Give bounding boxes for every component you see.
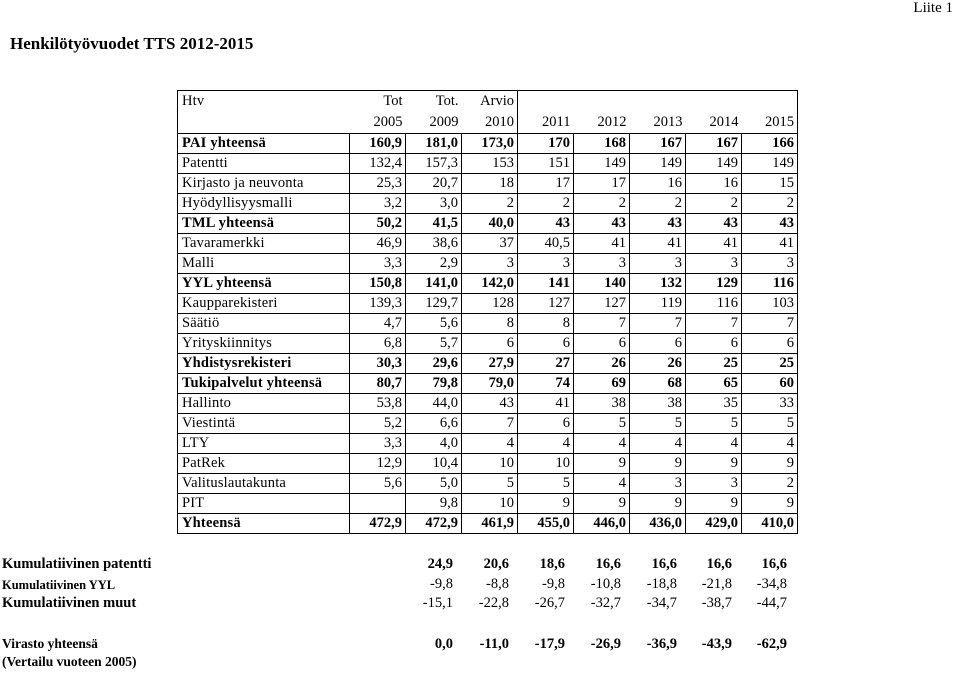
table-row bbox=[178, 214, 798, 234]
value-cell: 3 bbox=[630, 474, 686, 494]
header-cell: 2015 bbox=[742, 111, 798, 134]
table-row bbox=[178, 494, 798, 514]
row-label: PAI yhteensä bbox=[178, 134, 350, 154]
value-cell: 4 bbox=[630, 434, 686, 454]
value-cell: 43 bbox=[518, 214, 574, 234]
value-cell: 8 bbox=[462, 314, 518, 334]
table-row bbox=[178, 434, 798, 454]
header-cell bbox=[686, 91, 742, 112]
kum-patentti-value: 20,6 bbox=[483, 556, 509, 572]
value-cell: 43 bbox=[686, 214, 742, 234]
table-row bbox=[178, 334, 798, 354]
value-cell: 2 bbox=[462, 194, 518, 214]
value-cell: 455,0 bbox=[518, 514, 574, 534]
value-cell: 3 bbox=[574, 254, 630, 274]
value-cell: 166 bbox=[742, 134, 798, 154]
value-cell: 149 bbox=[742, 154, 798, 174]
value-cell: 41 bbox=[574, 234, 630, 254]
virasto-value: -17,9 bbox=[534, 636, 565, 652]
value-cell: 60 bbox=[742, 374, 798, 394]
value-cell: 29,6 bbox=[406, 354, 462, 374]
row-label: PatRek bbox=[178, 454, 350, 474]
value-cell: 7 bbox=[574, 314, 630, 334]
header-cell: Tot. bbox=[406, 91, 462, 112]
value-cell: 160,9 bbox=[350, 134, 406, 154]
value-cell: 153 bbox=[462, 154, 518, 174]
value-cell: 37 bbox=[462, 234, 518, 254]
row-label: Patentti bbox=[178, 154, 350, 174]
value-cell: 2 bbox=[574, 194, 630, 214]
kum-yyl-value: -9,8 bbox=[430, 576, 453, 592]
kum-yyl-label: Kumulatiivinen YYL bbox=[2, 578, 116, 592]
value-cell: 35 bbox=[686, 394, 742, 414]
value-cell: 43 bbox=[574, 214, 630, 234]
value-cell: 4 bbox=[574, 434, 630, 454]
value-cell: 127 bbox=[518, 294, 574, 314]
value-cell: 167 bbox=[686, 134, 742, 154]
kum-yyl-value: -9,8 bbox=[542, 576, 565, 592]
table-header-row bbox=[178, 91, 798, 112]
value-cell: 41 bbox=[518, 394, 574, 414]
row-label: YYL yhteensä bbox=[178, 274, 350, 294]
kum-patentti-value: 16,6 bbox=[651, 556, 677, 572]
table-row bbox=[178, 514, 798, 534]
virasto-value: 0,0 bbox=[434, 636, 453, 652]
value-cell: 6 bbox=[630, 334, 686, 354]
value-cell: 2 bbox=[630, 194, 686, 214]
kum-yyl-value: -18,8 bbox=[646, 576, 677, 592]
value-cell: 9 bbox=[574, 494, 630, 514]
value-cell: 25 bbox=[742, 354, 798, 374]
header-cell: Htv bbox=[178, 91, 350, 112]
value-cell: 25 bbox=[686, 354, 742, 374]
value-cell: 173,0 bbox=[462, 134, 518, 154]
value-cell: 5 bbox=[686, 414, 742, 434]
table-row bbox=[178, 314, 798, 334]
value-cell: 3,2 bbox=[350, 194, 406, 214]
value-cell: 429,0 bbox=[686, 514, 742, 534]
value-cell: 5 bbox=[742, 414, 798, 434]
table-header-row bbox=[178, 111, 798, 134]
header-cell: 2005 bbox=[373, 114, 403, 130]
value-cell: 446,0 bbox=[574, 514, 630, 534]
value-cell: 69 bbox=[574, 374, 630, 394]
value-cell: 170 bbox=[518, 134, 574, 154]
value-cell: 2 bbox=[518, 194, 574, 214]
header-cell: Arvio bbox=[462, 91, 518, 112]
value-cell: 3 bbox=[686, 254, 742, 274]
value-cell: 9 bbox=[742, 494, 798, 514]
virasto-value: -26,9 bbox=[590, 636, 621, 652]
value-cell: 65 bbox=[686, 374, 742, 394]
value-cell: 132,4 bbox=[350, 154, 406, 174]
row-label: Malli bbox=[178, 254, 350, 274]
value-cell: 25,3 bbox=[350, 174, 406, 194]
kum-muut-value: -34,7 bbox=[646, 595, 677, 611]
value-cell: 20,7 bbox=[406, 174, 462, 194]
kum-patentti-label: Kumulatiivinen patentti bbox=[2, 556, 152, 572]
value-cell: 149 bbox=[630, 154, 686, 174]
value-cell: 2 bbox=[742, 194, 798, 214]
value-cell: 142,0 bbox=[462, 274, 518, 294]
value-cell: 40,0 bbox=[462, 214, 518, 234]
value-cell: 139,3 bbox=[350, 294, 406, 314]
value-cell: 150,8 bbox=[350, 274, 406, 294]
value-cell: 5 bbox=[630, 414, 686, 434]
value-cell: 5,0 bbox=[406, 474, 462, 494]
table-row bbox=[178, 274, 798, 294]
value-cell: 18 bbox=[462, 174, 518, 194]
value-cell: 50,2 bbox=[350, 214, 406, 234]
table-row bbox=[178, 294, 798, 314]
value-cell: 5,2 bbox=[350, 414, 406, 434]
value-cell: 181,0 bbox=[406, 134, 462, 154]
value-cell: 16 bbox=[630, 174, 686, 194]
value-cell: 6 bbox=[518, 334, 574, 354]
table-row bbox=[178, 454, 798, 474]
value-cell: 9 bbox=[630, 454, 686, 474]
row-label: Säätiö bbox=[178, 314, 350, 334]
table-row bbox=[178, 154, 798, 174]
value-cell: 41 bbox=[630, 234, 686, 254]
value-cell: 9 bbox=[518, 494, 574, 514]
value-cell: 53,8 bbox=[350, 394, 406, 414]
value-cell: 3,0 bbox=[406, 194, 462, 214]
value-cell: 6,6 bbox=[406, 414, 462, 434]
kum-patentti-value: 16,6 bbox=[595, 556, 621, 572]
value-cell: 3 bbox=[462, 254, 518, 274]
kum-muut-value: -38,7 bbox=[701, 595, 732, 611]
value-cell: 38 bbox=[630, 394, 686, 414]
value-cell: 472,9 bbox=[350, 514, 406, 534]
table-row bbox=[178, 394, 798, 414]
value-cell: 151 bbox=[518, 154, 574, 174]
value-cell: 9 bbox=[742, 454, 798, 474]
value-cell: 10,4 bbox=[406, 454, 462, 474]
value-cell: 167 bbox=[630, 134, 686, 154]
virasto-sublabel: (Vertailu vuoteen 2005) bbox=[2, 654, 137, 669]
value-cell: 472,9 bbox=[406, 514, 462, 534]
kum-muut-value: -15,1 bbox=[422, 595, 453, 611]
value-cell: 141 bbox=[518, 274, 574, 294]
virasto-value: -36,9 bbox=[646, 636, 677, 652]
row-label: Viestintä bbox=[178, 414, 350, 434]
value-cell: 74 bbox=[518, 374, 574, 394]
htv-table bbox=[177, 90, 798, 534]
value-cell: 7 bbox=[462, 414, 518, 434]
value-cell: 7 bbox=[686, 314, 742, 334]
row-label: Yhteensä bbox=[178, 514, 350, 534]
value-cell: 12,9 bbox=[350, 454, 406, 474]
kum-patentti-value: 18,6 bbox=[539, 556, 565, 572]
row-label: Kirjasto ja neuvonta bbox=[178, 174, 350, 194]
table-row bbox=[178, 474, 798, 494]
kum-muut-value: -26,7 bbox=[534, 595, 565, 611]
value-cell: 410,0 bbox=[742, 514, 798, 534]
value-cell: 80,7 bbox=[350, 374, 406, 394]
value-cell: 116 bbox=[686, 294, 742, 314]
header-cell: 2010 bbox=[485, 114, 514, 130]
table-row bbox=[178, 174, 798, 194]
value-cell bbox=[350, 494, 406, 514]
row-label: Kaupparekisteri bbox=[178, 294, 350, 314]
kum-muut-value: -44,7 bbox=[756, 595, 787, 611]
row-label: Yhdistysrekisteri bbox=[178, 354, 350, 374]
value-cell: 128 bbox=[462, 294, 518, 314]
value-cell: 149 bbox=[686, 154, 742, 174]
value-cell: 132 bbox=[630, 274, 686, 294]
value-cell: 27,9 bbox=[462, 354, 518, 374]
page-title: Henkilötyövuodet TTS 2012-2015 bbox=[10, 34, 254, 53]
value-cell: 149 bbox=[574, 154, 630, 174]
value-cell: 43 bbox=[630, 214, 686, 234]
header-cell bbox=[178, 111, 350, 134]
value-cell: 4 bbox=[574, 474, 630, 494]
kum-yyl-value: -34,8 bbox=[756, 576, 787, 592]
value-cell: 43 bbox=[462, 394, 518, 414]
row-label: Valituslautakunta bbox=[178, 474, 350, 494]
value-cell: 141,0 bbox=[406, 274, 462, 294]
value-cell: 46,9 bbox=[350, 234, 406, 254]
value-cell: 4,0 bbox=[406, 434, 462, 454]
value-cell: 7 bbox=[630, 314, 686, 334]
value-cell: 119 bbox=[630, 294, 686, 314]
value-cell: 30,3 bbox=[350, 354, 406, 374]
value-cell: 15 bbox=[742, 174, 798, 194]
virasto-label: Virasto yhteensä bbox=[2, 636, 98, 651]
kum-yyl-value: -21,8 bbox=[701, 576, 732, 592]
value-cell: 4 bbox=[742, 434, 798, 454]
value-cell: 9 bbox=[630, 494, 686, 514]
value-cell: 157,3 bbox=[406, 154, 462, 174]
value-cell: 2 bbox=[686, 194, 742, 214]
kum-yyl-value: -10,8 bbox=[590, 576, 621, 592]
value-cell: 5 bbox=[462, 474, 518, 494]
kum-patentti-value: 16,6 bbox=[706, 556, 732, 572]
value-cell: 4 bbox=[686, 434, 742, 454]
kum-patentti-value: 24,9 bbox=[427, 556, 453, 572]
value-cell: 3 bbox=[686, 474, 742, 494]
value-cell: 68 bbox=[630, 374, 686, 394]
row-label: TML yhteensä bbox=[178, 214, 350, 234]
value-cell: 3 bbox=[742, 254, 798, 274]
value-cell: 103 bbox=[742, 294, 798, 314]
virasto-value: -62,9 bbox=[756, 636, 787, 652]
row-label: PIT bbox=[178, 494, 350, 514]
value-cell: 16 bbox=[686, 174, 742, 194]
page-label: Liite 1 bbox=[913, 0, 953, 16]
value-cell: 4 bbox=[518, 434, 574, 454]
value-cell: 436,0 bbox=[630, 514, 686, 534]
value-cell: 4 bbox=[462, 434, 518, 454]
value-cell: 3,3 bbox=[350, 254, 406, 274]
table-row bbox=[178, 354, 798, 374]
value-cell: 127 bbox=[574, 294, 630, 314]
header-cell: 2009 bbox=[429, 114, 459, 130]
value-cell: 9 bbox=[686, 454, 742, 474]
table-row bbox=[178, 414, 798, 434]
value-cell: 6 bbox=[518, 414, 574, 434]
value-cell: 10 bbox=[462, 494, 518, 514]
kum-yyl-value: -8,8 bbox=[486, 576, 509, 592]
row-label: Yrityskiinnitys bbox=[178, 334, 350, 354]
header-cell: 2014 bbox=[709, 114, 739, 130]
value-cell: 10 bbox=[518, 454, 574, 474]
value-cell: 44,0 bbox=[406, 394, 462, 414]
header-cell: 2012 bbox=[597, 114, 627, 130]
table-row bbox=[178, 194, 798, 214]
value-cell: 6 bbox=[742, 334, 798, 354]
row-label: Tukipalvelut yhteensä bbox=[178, 374, 350, 394]
header-cell: Tot bbox=[350, 91, 406, 112]
value-cell: 41,5 bbox=[406, 214, 462, 234]
value-cell: 26 bbox=[574, 354, 630, 374]
value-cell: 6 bbox=[462, 334, 518, 354]
table-row bbox=[178, 254, 798, 274]
kum-muut-label: Kumulatiivinen muut bbox=[2, 595, 137, 611]
value-cell: 2,9 bbox=[406, 254, 462, 274]
header-cell bbox=[742, 91, 798, 112]
row-label: Hallinto bbox=[178, 394, 350, 414]
value-cell: 79,8 bbox=[406, 374, 462, 394]
table-row bbox=[178, 374, 798, 394]
value-cell: 3 bbox=[518, 254, 574, 274]
row-label: LTY bbox=[178, 434, 350, 454]
header-cell bbox=[630, 91, 686, 112]
value-cell: 8 bbox=[518, 314, 574, 334]
value-cell: 27 bbox=[518, 354, 574, 374]
value-cell: 116 bbox=[742, 274, 798, 294]
value-cell: 38 bbox=[574, 394, 630, 414]
value-cell: 7 bbox=[742, 314, 798, 334]
value-cell: 140 bbox=[574, 274, 630, 294]
value-cell: 6 bbox=[686, 334, 742, 354]
header-cell bbox=[574, 91, 630, 112]
row-label: Tavaramerkki bbox=[178, 234, 350, 254]
header-cell: 2013 bbox=[653, 114, 683, 130]
value-cell: 17 bbox=[574, 174, 630, 194]
value-cell: 6,8 bbox=[350, 334, 406, 354]
header-cell: 2011 bbox=[518, 111, 574, 134]
value-cell: 5,6 bbox=[406, 314, 462, 334]
kum-patentti-value: 16,6 bbox=[761, 556, 787, 572]
value-cell: 4,7 bbox=[350, 314, 406, 334]
value-cell: 33 bbox=[742, 394, 798, 414]
value-cell: 3,3 bbox=[350, 434, 406, 454]
table-row bbox=[178, 134, 798, 154]
value-cell: 168 bbox=[574, 134, 630, 154]
table-row bbox=[178, 234, 798, 254]
value-cell: 79,0 bbox=[462, 374, 518, 394]
virasto-value: -43,9 bbox=[701, 636, 732, 652]
kum-muut-value: -22,8 bbox=[478, 595, 509, 611]
virasto-value: -11,0 bbox=[479, 636, 509, 652]
value-cell: 6 bbox=[574, 334, 630, 354]
value-cell: 9,8 bbox=[406, 494, 462, 514]
value-cell: 41 bbox=[686, 234, 742, 254]
value-cell: 3 bbox=[630, 254, 686, 274]
value-cell: 2 bbox=[742, 474, 798, 494]
value-cell: 461,9 bbox=[462, 514, 518, 534]
kum-muut-value: -32,7 bbox=[590, 595, 621, 611]
row-label: Hyödyllisyysmalli bbox=[178, 194, 350, 214]
header-cell bbox=[518, 91, 574, 112]
value-cell: 43 bbox=[742, 214, 798, 234]
value-cell: 17 bbox=[518, 174, 574, 194]
value-cell: 5,6 bbox=[350, 474, 406, 494]
value-cell: 38,6 bbox=[406, 234, 462, 254]
value-cell: 129,7 bbox=[406, 294, 462, 314]
value-cell: 26 bbox=[630, 354, 686, 374]
value-cell: 129 bbox=[686, 274, 742, 294]
value-cell: 5 bbox=[518, 474, 574, 494]
value-cell: 40,5 bbox=[518, 234, 574, 254]
value-cell: 5 bbox=[574, 414, 630, 434]
value-cell: 5,7 bbox=[406, 334, 462, 354]
value-cell: 10 bbox=[462, 454, 518, 474]
value-cell: 9 bbox=[686, 494, 742, 514]
value-cell: 9 bbox=[574, 454, 630, 474]
value-cell: 41 bbox=[742, 234, 798, 254]
